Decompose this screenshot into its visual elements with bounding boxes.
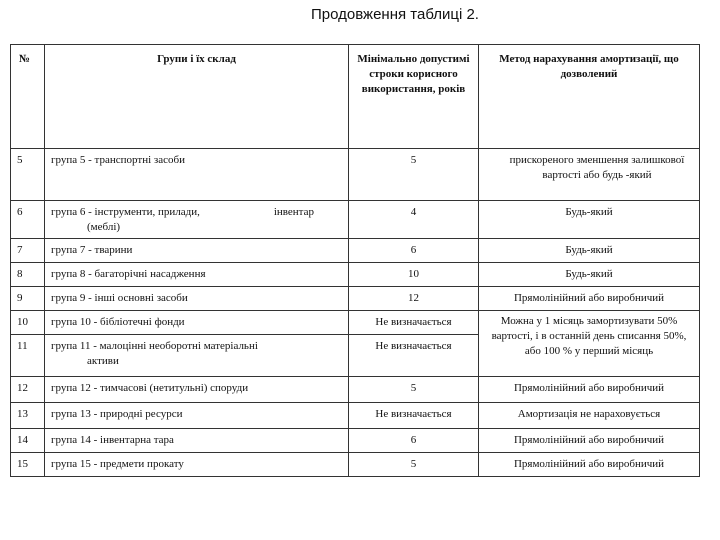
table-header-row (11, 45, 700, 149)
row-group: група 15 - предмети прокату (45, 453, 349, 477)
row-term: Не визначається (349, 335, 479, 377)
row-num: 14 (11, 429, 45, 453)
row-group-part: (меблі) (87, 221, 121, 233)
row-num: 5 (11, 149, 45, 201)
row-group: група 7 - тварини (45, 239, 349, 263)
row-method: Прямолінійний або виробничий (479, 429, 700, 453)
table-row (11, 377, 700, 403)
table-row (11, 149, 700, 201)
row-method: Прямолінійний або виробничий (479, 453, 700, 477)
header-method: Метод нарахування амортизації, що дозволений (479, 45, 700, 149)
table-row (11, 239, 700, 263)
row-term: 5 (349, 453, 479, 477)
row-group: група 10 - бібліотечні фонди (45, 311, 349, 335)
row-num: 8 (11, 263, 45, 287)
row-group: група 14 - інвентарна тара (45, 429, 349, 453)
row-method: Будь-який (479, 263, 700, 287)
depreciation-table (10, 44, 700, 477)
table-row (11, 287, 700, 311)
row-group-part: група 6 - інструменти, прилади, (51, 206, 200, 218)
table-row (11, 403, 700, 429)
table-caption: Продовження таблиці 2. (311, 6, 479, 23)
row-method: Прямолінійний або виробничий (479, 377, 700, 403)
row-group-part: активи (87, 355, 119, 367)
header-term: Мінімально допустимі строки корисного використання, років (349, 45, 479, 149)
row-term: 5 (349, 149, 479, 201)
row-term: Не визначається (349, 403, 479, 429)
table-row (11, 453, 700, 477)
row-num: 11 (11, 335, 45, 377)
row-num: 12 (11, 377, 45, 403)
header-group: Групи і їх склад (45, 45, 349, 149)
row-term: 6 (349, 429, 479, 453)
row-group: група 13 - природні ресурси (45, 403, 349, 429)
row-method: Можна у 1 місяць замортизувати 50% вартості, і в останній день списання 50%, або 100 % у перший місяць (479, 311, 700, 377)
row-group: група 5 - транспортні засоби (45, 149, 349, 201)
row-method: Прямолінійний або виробничий (479, 287, 700, 311)
row-group: група 9 - інші основні засоби (45, 287, 349, 311)
row-group-part: інвентар (273, 206, 314, 218)
table-row (11, 311, 700, 335)
row-term: 10 (349, 263, 479, 287)
row-group (45, 201, 349, 239)
row-num: 7 (11, 239, 45, 263)
row-term: 12 (349, 287, 479, 311)
row-method: прискореного зменшення залишкової вартості або будь -який (479, 149, 700, 201)
row-num: 9 (11, 287, 45, 311)
row-group (45, 335, 349, 377)
row-num: 6 (11, 201, 45, 239)
row-num: 13 (11, 403, 45, 429)
row-term: Не визначається (349, 311, 479, 335)
header-num: № (11, 45, 45, 149)
row-method: Будь-який (479, 201, 700, 239)
row-num: 15 (11, 453, 45, 477)
row-group: група 12 - тимчасові (нетитульні) споруди (45, 377, 349, 403)
row-group-part: група 11 - малоцінні необоротні матеріальні (51, 340, 258, 352)
row-term: 5 (349, 377, 479, 403)
row-term: 4 (349, 201, 479, 239)
table-row (11, 429, 700, 453)
row-group: група 8 - багаторічні насадження (45, 263, 349, 287)
row-method: Будь-який (479, 239, 700, 263)
table-row (11, 263, 700, 287)
row-num: 10 (11, 311, 45, 335)
row-term: 6 (349, 239, 479, 263)
table-row (11, 201, 700, 239)
row-method: Амортизація не нараховується (479, 403, 700, 429)
